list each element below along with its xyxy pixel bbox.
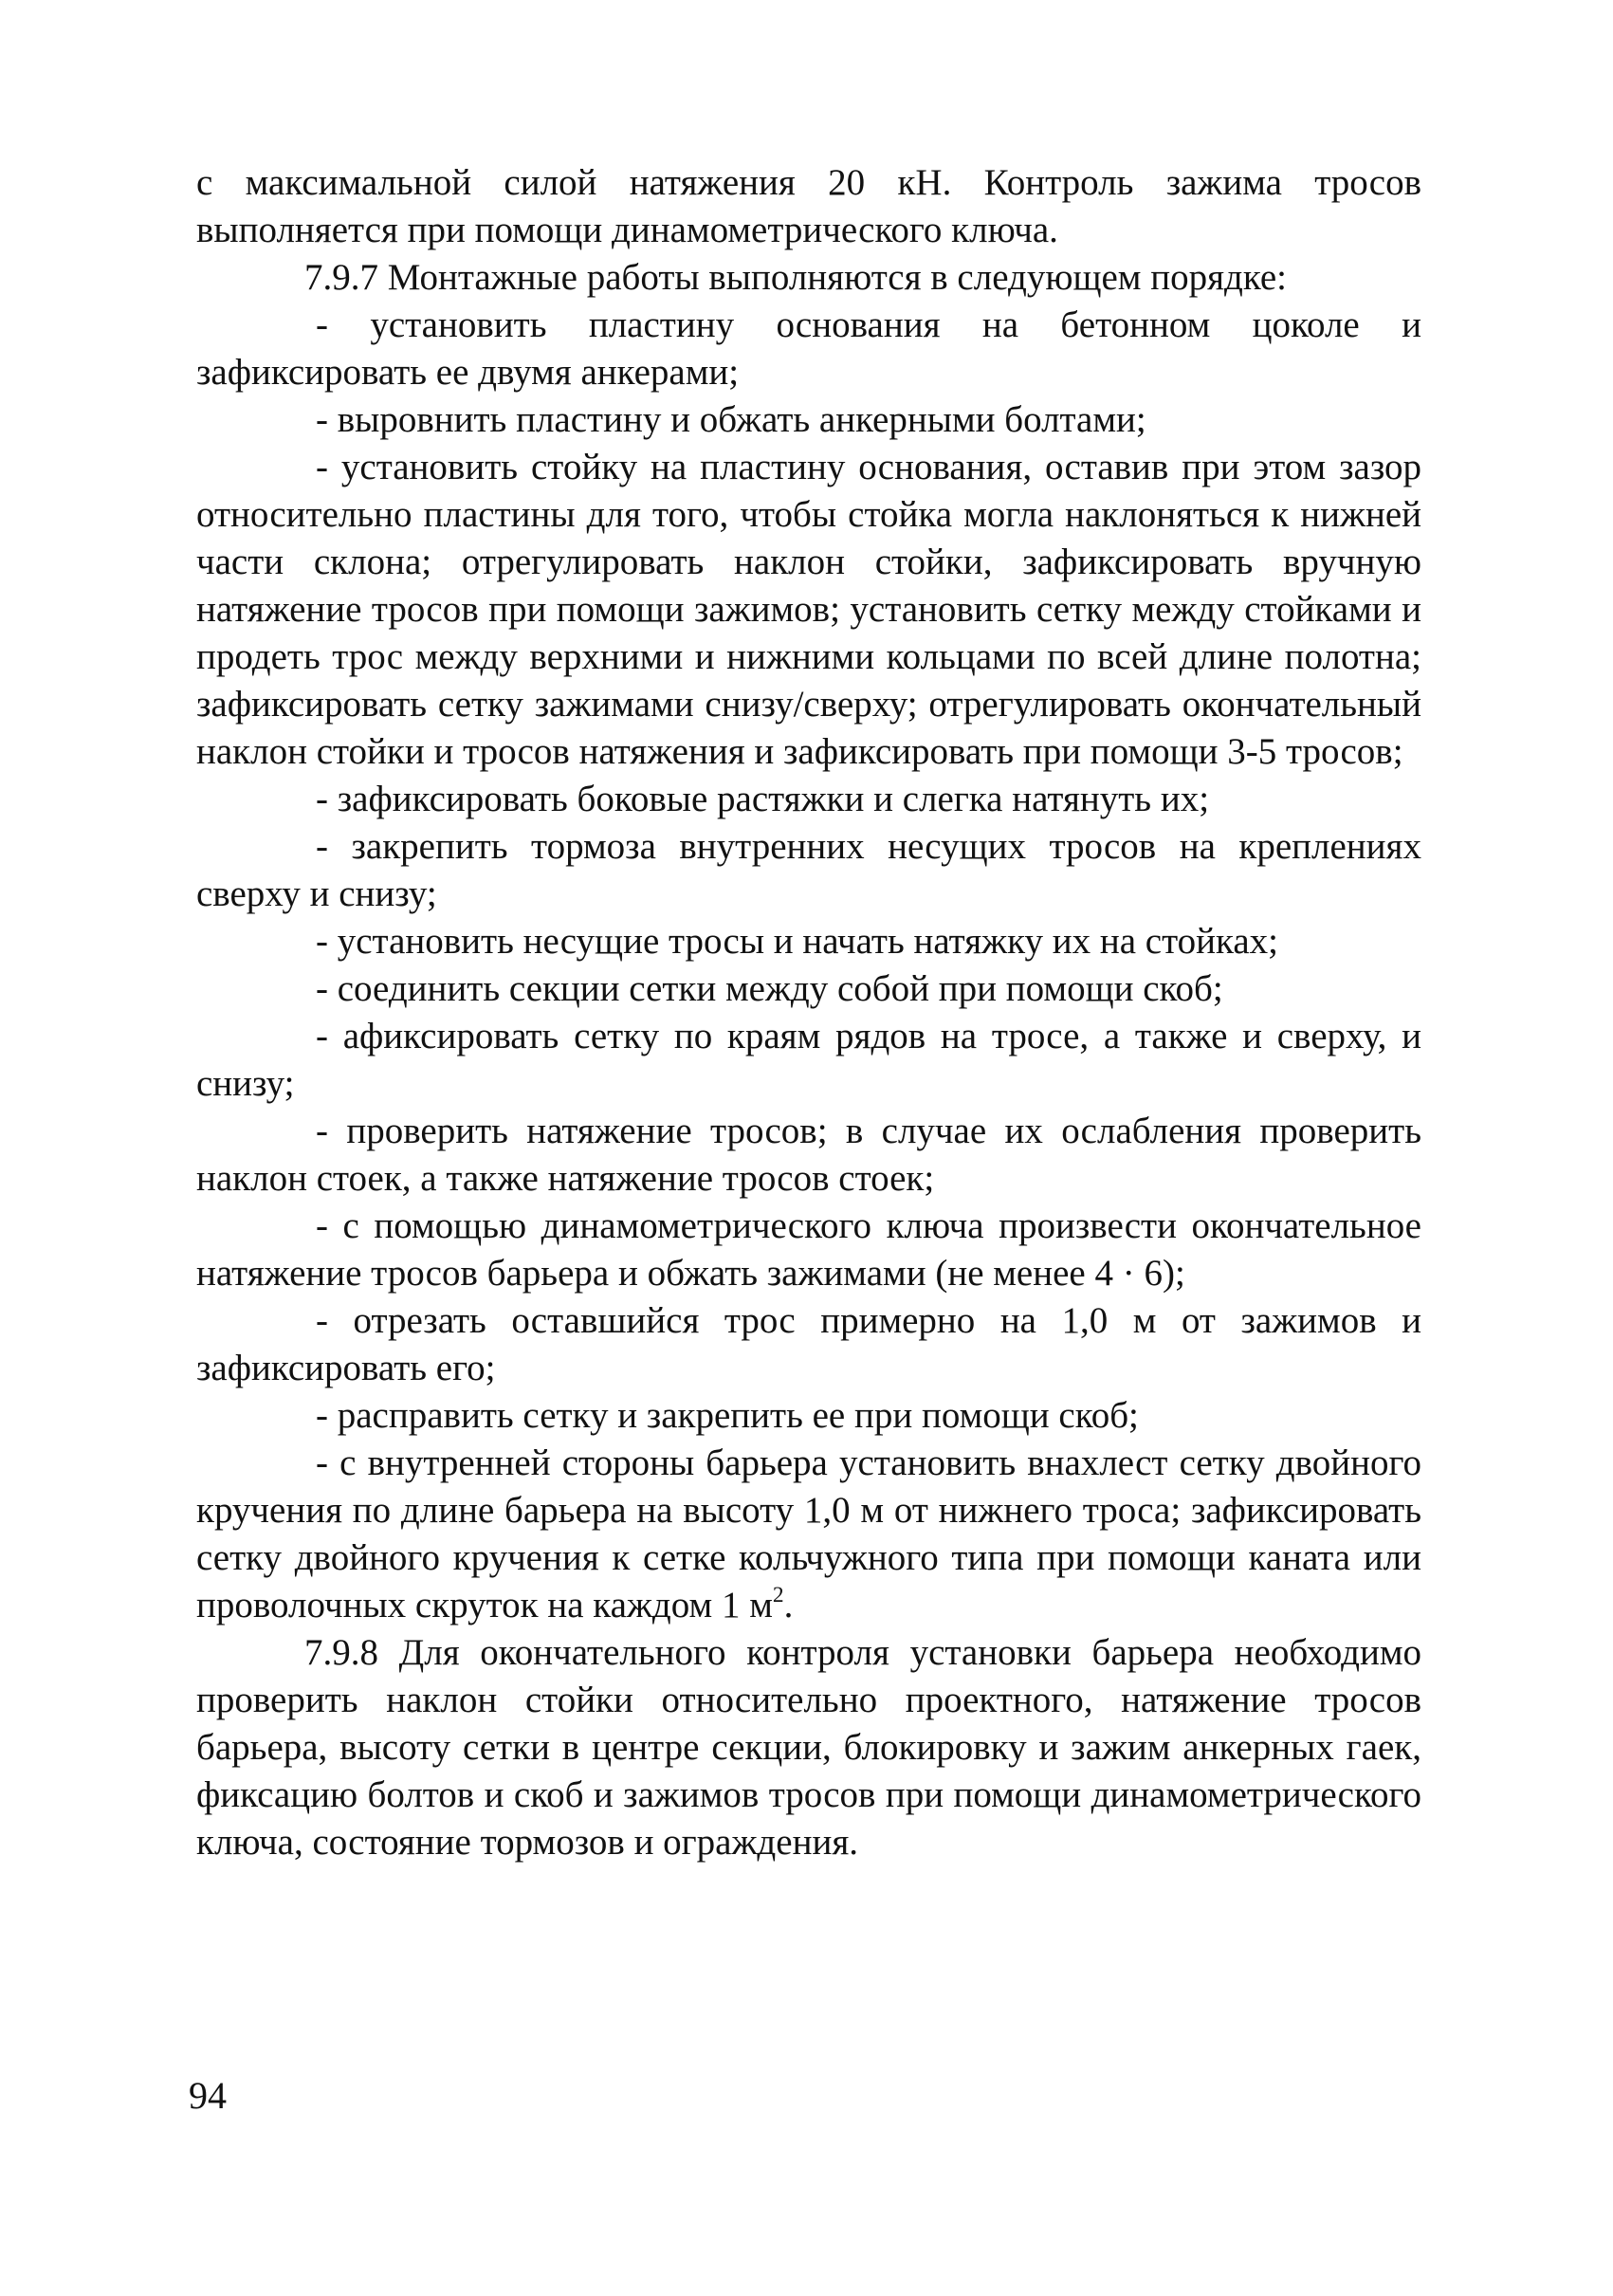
step-13 [196, 1440, 1421, 1629]
step-12: - расправить сетку и закрепить ее при помощи скоб; [316, 1395, 1139, 1436]
step-6: - установить несущие тросы и начать натяжку их на стойках; [316, 921, 1279, 962]
step-13-text: - с внутренней стороны барьера установить внахлест сетку двойного кручения по длине барьера на высоту 1,0 м от нижнего троса; зафиксировать сетку двойного кручения к сетке кольчужного типа при помощи каната или проволочных скруток на каждом 1 м [196, 1442, 1421, 1626]
step-7: - соединить секции сетки между собой при помощи скоб; [316, 968, 1223, 1009]
step-10: - с помощью динамометрического ключа произвести окончательное натяжение тросов барьера и обжать зажимами (не менее 4 · 6); [196, 1205, 1421, 1294]
step-13-end: . [783, 1585, 794, 1626]
step-2: - выровнить пластину и обжать анкерными болтами; [316, 399, 1146, 440]
unit-superscript: 2 [772, 1583, 784, 1607]
step-3: - установить стойку на пластину основания, оставив при этом зазор относительно пластины для того, чтобы стойка могла наклоняться к нижней части склона; отрегулировать наклон стойки, зафиксировать вручную натяжение тросов при помощи зажимов; установить сетку между стойками и продеть трос между верхними и нижними кольцами по всей длине полотна; зафиксировать сетку зажимами снизу/сверху; отрегулировать окончательный наклон стойки и тросов натяжения и зафиксировать при помощи 3-5 тросов; [196, 447, 1421, 772]
page-number: 94 [189, 2074, 227, 2117]
step-8: - афиксировать сетку по краям рядов на тросе, а также и сверху, и снизу; [196, 1016, 1421, 1104]
step-4: - зафиксировать боковые растяжки и слегка натянуть их; [316, 779, 1210, 819]
step-9: - проверить натяжение тросов; в случае их ослабления проверить наклон стоек, а также натяжение тросов стоек; [196, 1111, 1421, 1199]
lead-paragraph: с максимальной силой натяжения 20 кН. Контроль зажима тросов выполняется при помощи динамометрического ключа. [196, 162, 1421, 250]
section-7-9-7-intro: 7.9.7 Монтажные работы выполняются в следующем порядке: [304, 257, 1288, 298]
section-7-9-8: 7.9.8 Для окончательного контроля установки барьера необходимо проверить наклон стойки относительно проектного, натяжение тросов барьера, высоту сетки в центре секции, блокировку и зажим анкерных гаек, фиксацию болтов и скоб и зажимов тросов при помощи динамометрического ключа, состояние тормозов и ограждения. [196, 1632, 1421, 1863]
step-11: - отрезать оставшийся трос примерно на 1,0 м от зажимов и зафиксировать его; [196, 1300, 1421, 1388]
body-text [196, 159, 1421, 1866]
step-5: - закрепить тормоза внутренних несущих тросов на креплениях сверху и снизу; [196, 826, 1421, 914]
step-1: - установить пластину основания на бетонном цоколе и зафиксировать ее двумя анкерами; [196, 304, 1421, 393]
